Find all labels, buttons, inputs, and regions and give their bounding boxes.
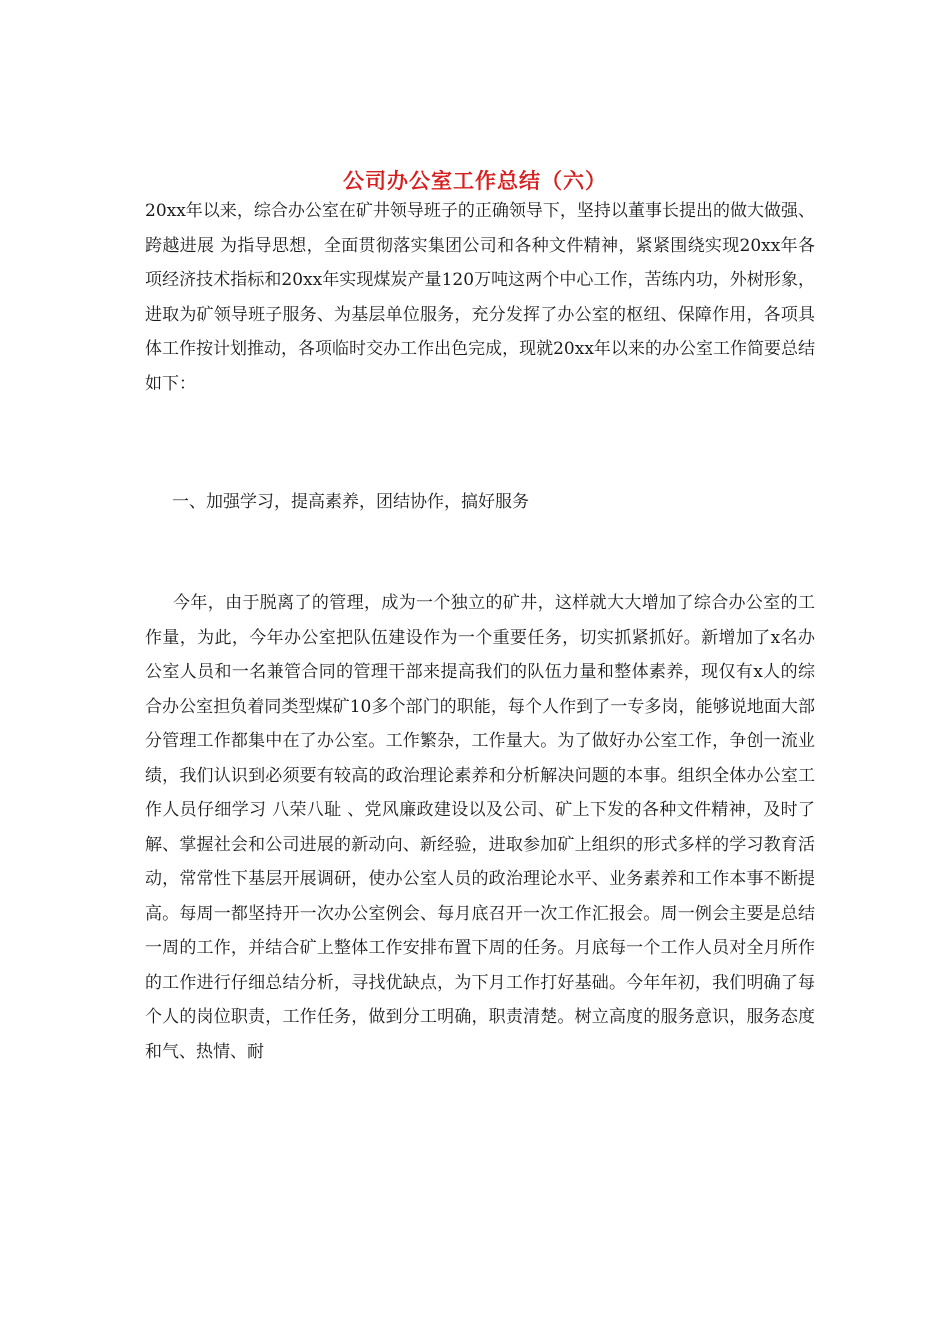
intro-paragraph: 20xx年以来，综合办公室在矿井领导班子的正确领导下，坚持以董事长提出的做大做强、跨越进展 为指导思想，全面贯彻落实集团公司和各种文件精神，紧紧围绕实现20xx年各项经济技术指标和20xx年实现煤炭产量120万吨这两个中心工作，苦练内功，外树形象，进取为矿领导班子服务、为基层单位服务，充分发挥了办公室的枢纽、保障作用，各项具体工作按计划推动，各项临时交办工作出色完成，现就20xx年以来的办公室工作简要总结如下： [145, 201, 815, 394]
section-heading: 一、加强学习，提高素养，团结协作，搞好服务 [172, 492, 529, 512]
document-title: 公司办公室工作总结（六） [343, 168, 607, 194]
body-paragraph: 今年，由于脱离了的管理，成为一个独立的矿井，这样就大大增加了综合办公室的工作量，为此，今年办公室把队伍建设作为一个重要任务，切实抓紧抓好。新增加了x名办公室人员和一名兼管合同的管理干部来提高我们的队伍力量和整体素养，现仅有x人的综合办公室担负着同类型煤矿10多个部门的职能，每个人作到了一专多岗，能够说地面大部分管理工作都集中在了办公室。工作繁杂，工作量大。为了做好办公室工作，争创一流业绩，我们认识到必须要有较高的政治理论素养和分析解决问题的本事。组织全体办公室工作人员仔细学习 八荣八耻 、党风廉政建设以及公司、矿上下发的各种文件精神，及时了解、掌握社会和公司进展的新动向、新经验，进取参加矿上组织的形式多样的学习教育活动，常常性下基层开展调研，使办公室人员的政治理论水平、业务素养和工作本事不断提高。每周一都坚持开一次办公室例会、每月底召开一次工作汇报会。周一例会主要是总结一周的工作，并结合矿上整体工作安排布置下周的任务。月底每一个工作人员对全月所作的工作进行仔细总结分析，寻找优缺点，为下月工作打好基础。今年年初，我们明确了每个人的岗位职责，工作任务，做到分工明确，职责清楚。树立高度的服务意识，服务态度和气、热情、耐 [145, 593, 815, 1062]
